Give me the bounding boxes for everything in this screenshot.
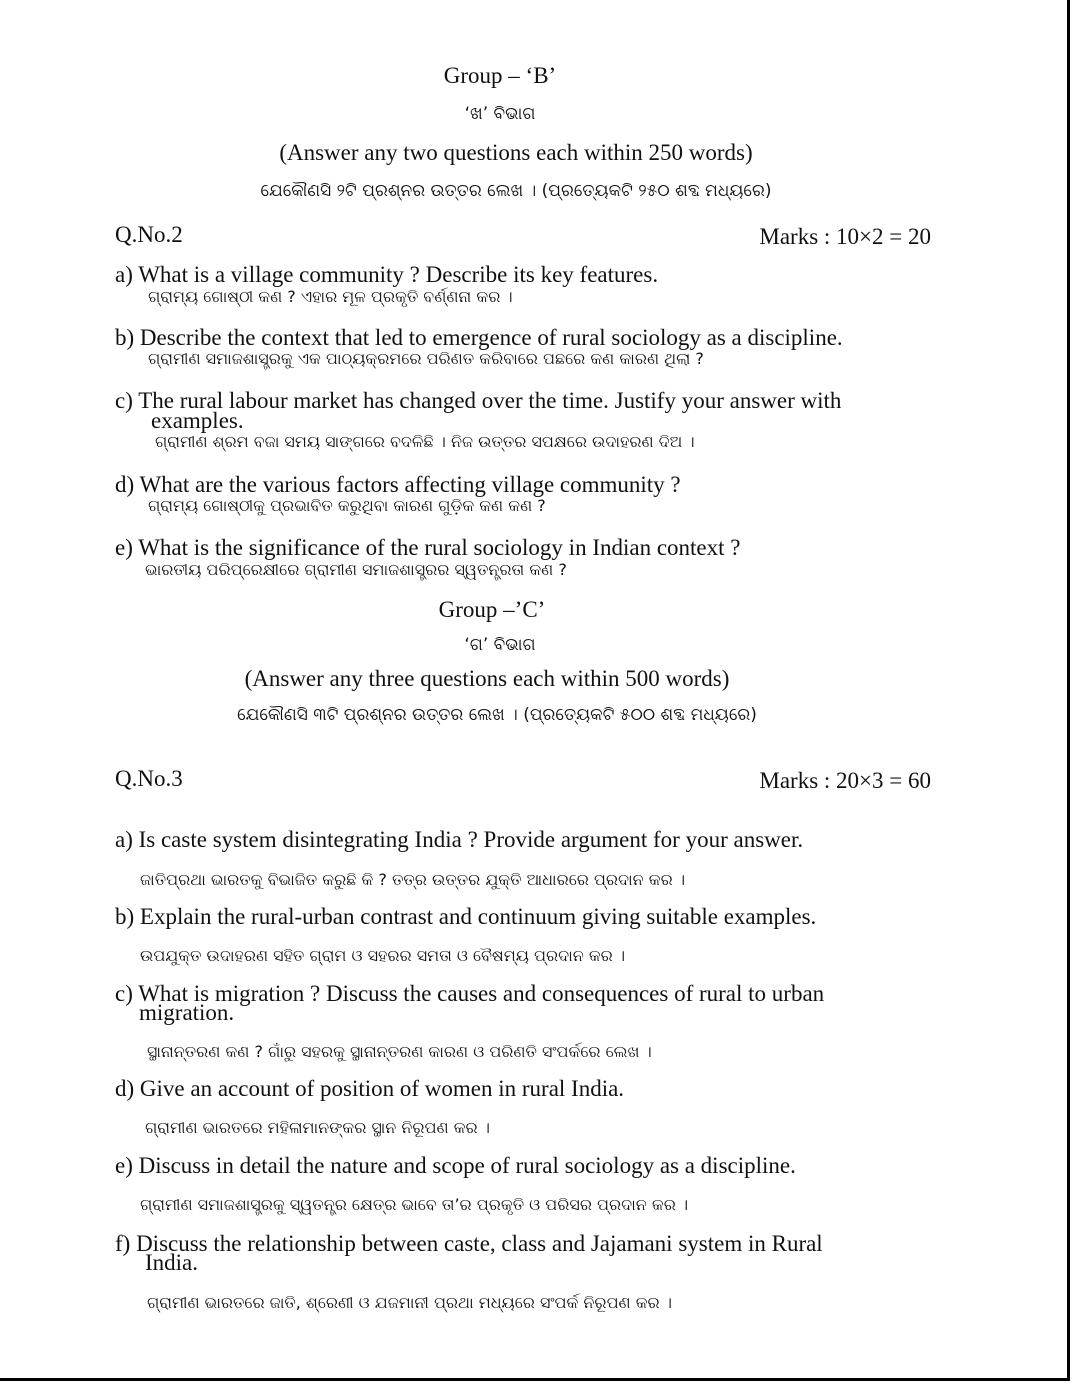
q3e-odia: ଗ୍ରାମୀଣ ସମାଜଶାସ୍ତ୍ରକୁ ସ୍ୱତନ୍ତ୍ର କ୍ଷେତ୍ର ଭାବେ ତା’ର ପ୍ରକୃତି ଓ ପରିସର ପ୍ରଦାନ କର ।	[140, 1195, 689, 1214]
question-number-3: Q.No.3	[115, 766, 183, 791]
q2c-english: c) The rural labour market has changed over the time. Justify your answer with	[115, 388, 842, 413]
q2e-odia: ଭାରତୀୟ ପରିପ୍ରେକ୍ଷୀରେ ଗ୍ରାମୀଣ ସମାଜଶାସ୍ତ୍ରର ସ୍ୱତନ୍ତ୍ରତା କଣ ?	[145, 560, 567, 579]
q2b-english: b) Describe the context that led to emergence of rural sociology as a discipline.	[115, 325, 843, 350]
q3d-english: d) Give an account of position of women in rural India.	[115, 1076, 625, 1101]
q2d-odia: ଗ୍ରାମ୍ୟ ଗୋଷ୍ଠୀକୁ ପ୍ରଭାବିତ କରୁଥିବା କାରଣ ଗୁଡ଼ିକ କଣ କଣ ?	[148, 496, 546, 515]
group-b-title-odia: ‘ଖ’ ବିଭାଗ	[464, 104, 536, 124]
q3b-english: b) Explain the rural-urban contrast and continuum giving suitable examples.	[115, 904, 817, 929]
q2b-odia: ଗ୍ରାମୀଣ ସମାଜଶାସ୍ତ୍ରକୁ ଏକ ପାଠ୍ୟକ୍ରମରେ ପରିଣତ କରିବାରେ ପଛରେ କଣ କାରଣ ଥିଲା ?	[148, 349, 704, 368]
group-b-instruction: (Answer any two questions each within 250 words)	[279, 140, 753, 165]
group-c-title: Group –’C’	[438, 597, 546, 622]
group-c-instruction: (Answer any three questions each within 500 words)	[244, 666, 730, 691]
q3f-english: f) Discuss the relationship between caste, class and Jajamani system in Rural	[115, 1231, 823, 1256]
q2e-english: e) What is the significance of the rural sociology in Indian context ?	[115, 535, 741, 560]
marks-q2: Marks : 10×2 = 20	[759, 224, 931, 249]
q2d-english: d) What are the various factors affecting village community ?	[115, 472, 681, 497]
q3b-odia: ଉପଯୁକ୍ତ ଉଦାହରଣ ସହିତ ଗ୍ରାମ ଓ ସହରର ସମତା ଓ ବୈଷମ୍ୟ ପ୍ରଦାନ କର ।	[140, 946, 626, 965]
q2c-english-cont: examples.	[151, 408, 244, 433]
group-b-title: Group – ‘B’	[443, 63, 557, 88]
group-b-instruction-odia: ଯେକୌଣସି ୨ଟି ପ୍ରଶ୍ନର ଉତ୍ତର ଲେଖ । (ପ୍ରତ୍ୟେକଟି ୨୫୦ ଶବ୍ଦ ମଧ୍ୟରେ)	[260, 181, 772, 201]
question-number-2: Q.No.2	[115, 222, 183, 247]
q3f-english-cont: India.	[145, 1250, 199, 1275]
q2a-odia: ଗ୍ରାମ୍ୟ ଗୋଷ୍ଠୀ କଣ ? ଏହାର ମୂଳ ପ୍ରକୃତି ବର୍ଣ୍ଣନା କର ।	[148, 287, 513, 306]
group-c-instruction-odia: ଯେକୌଣସି ୩ଟି ପ୍ରଶ୍ନର ଉତ୍ତର ଲେଖ । (ପ୍ରତ୍ୟେକଟି ୫୦୦ ଶବ୍ଦ ମଧ୍ୟରେ)	[237, 705, 757, 725]
q3f-odia: ଗ୍ରାମୀଣ ଭାରତରେ ଜାତି, ଶ୍ରେଣୀ ଓ ଯଜମାନୀ ପ୍ରଥା ମଧ୍ୟରେ ସଂପର୍କ ନିରୂପଣ କର ।	[147, 1293, 672, 1312]
q3e-english: e) Discuss in detail the nature and scope of rural sociology as a discipline.	[115, 1153, 796, 1178]
q3c-english: c) What is migration ? Discuss the causes and consequences of rural to urban	[115, 981, 825, 1006]
q3c-odia: ସ୍ଥାନାନ୍ତରଣ କଣ ? ଗାଁରୁ ସହରକୁ ସ୍ଥାନାନ୍ତରଣ କାରଣ ଓ ପରିଣତି ସଂପର୍କରେ ଲେଖ ।	[147, 1042, 652, 1061]
q3a-english: a) Is caste system disintegrating India ? Provide argument for your answer.	[115, 827, 804, 852]
q3c-english-cont: migration.	[139, 1000, 235, 1025]
q2a-english: a) What is a village community ? Describe its key features.	[115, 262, 659, 287]
q2c-odia: ଗ୍ରାମୀଣ ଶ୍ରମ ବଜା ସମୟ ସାଙ୍ଗରେ ବଦଳିଛି । ନିଜ ଉତ୍ତର ସପକ୍ଷରେ ଉଦାହରଣ ଦିଅ ।	[155, 432, 695, 451]
q3a-odia: ଜାତିପ୍ରଥା ଭାରତକୁ ବିଭାଜିତ କରୁଛି କି ? ତତ୍ର ଉତ୍ତର ଯୁକ୍ତି ଆଧାରରେ ପ୍ରଦାନ କର ।	[140, 870, 686, 889]
marks-q3: Marks : 20×3 = 60	[759, 768, 931, 793]
q3d-odia: ଗ୍ରାମୀଣ ଭାରତରେ ମହିଳାମାନଙ୍କର ସ୍ଥାନ ନିରୂପଣ କର ।	[145, 1118, 490, 1137]
group-c-title-odia: ‘ଗ’ ବିଭାଗ	[464, 635, 536, 655]
